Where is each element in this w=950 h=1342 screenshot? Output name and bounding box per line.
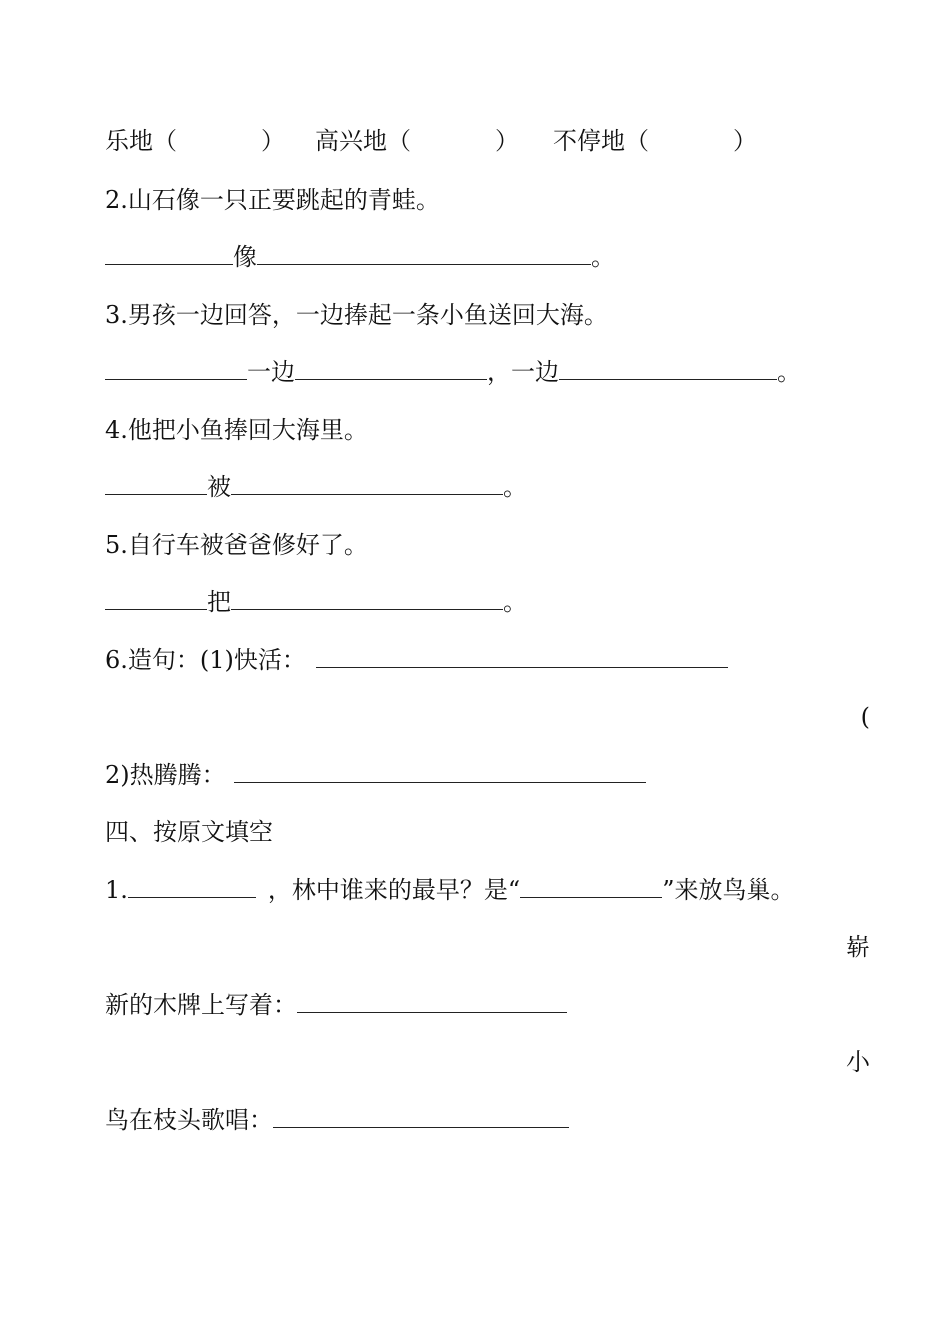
wrapped-char: 崭 <box>846 933 870 961</box>
answer-line-4 <box>105 472 527 502</box>
word-prefix-3: 不停地（ <box>553 127 649 155</box>
question-2: 2.山石像一只正要跳起的青蛙。 <box>105 186 440 214</box>
word-suffix-3: ） <box>733 127 757 155</box>
section-title: 四、按原文填空 <box>105 818 273 846</box>
fill-line-signboard <box>105 990 567 1020</box>
question-mid: ，林中谁来的最早？是“ <box>267 876 521 904</box>
word-prefix-1: 乐地（ <box>105 127 177 155</box>
word-suffix-1: ） <box>261 127 285 155</box>
word-suffix-2: ） <box>495 127 519 155</box>
section-4-question-1 <box>105 875 794 905</box>
blank[interactable] <box>105 357 247 380</box>
blank[interactable] <box>231 587 503 610</box>
wrapped-char: 小 <box>846 1048 870 1076</box>
question-6-part-2 <box>105 760 646 790</box>
sentence-prompt-2: 2)热腾腾： <box>105 761 226 789</box>
answer-line-5 <box>105 587 527 617</box>
blank[interactable] <box>520 875 662 898</box>
answer-end: 。 <box>777 358 801 386</box>
answer-end: 。 <box>503 588 527 616</box>
answer-end: 。 <box>591 243 615 271</box>
word-fill-row <box>105 126 757 156</box>
blank[interactable] <box>105 242 233 265</box>
fill-line-bird <box>105 1105 569 1135</box>
sentence-prompt-1: 6.造句：(1)快活： <box>105 646 306 674</box>
question-4: 4.他把小鱼捧回大海里。 <box>105 416 368 444</box>
blank[interactable] <box>297 990 567 1013</box>
answer-mid: 像 <box>233 243 257 271</box>
question-end: ”来放鸟巢。 <box>662 876 795 904</box>
blank[interactable] <box>559 357 777 380</box>
blank[interactable] <box>128 875 256 898</box>
blank[interactable] <box>257 242 591 265</box>
fill-prompt: 鸟在枝头歌唱： <box>105 1106 273 1134</box>
question-6 <box>105 645 728 675</box>
answer-line-3 <box>105 357 801 387</box>
fill-prompt: 新的木牌上写着： <box>105 991 297 1019</box>
answer-end: 。 <box>503 473 527 501</box>
blank[interactable] <box>105 472 207 495</box>
wrapped-paren: ( <box>860 703 870 731</box>
question-number: 1. <box>105 876 128 904</box>
blank[interactable] <box>316 645 728 668</box>
blank[interactable] <box>273 1105 569 1128</box>
question-5: 5.自行车被爸爸修好了。 <box>105 531 368 559</box>
blank[interactable] <box>231 472 503 495</box>
answer-mid: 把 <box>207 588 231 616</box>
blank[interactable] <box>295 357 487 380</box>
answer-line-2 <box>105 242 615 272</box>
answer-mid: 被 <box>207 473 231 501</box>
word-prefix-2: 高兴地（ <box>315 127 411 155</box>
blank[interactable] <box>105 587 207 610</box>
blank[interactable] <box>234 760 646 783</box>
question-3: 3.男孩一边回答，一边捧起一条小鱼送回大海。 <box>105 301 608 329</box>
answer-mid: ，一边 <box>487 358 559 386</box>
answer-mid: 一边 <box>247 358 295 386</box>
